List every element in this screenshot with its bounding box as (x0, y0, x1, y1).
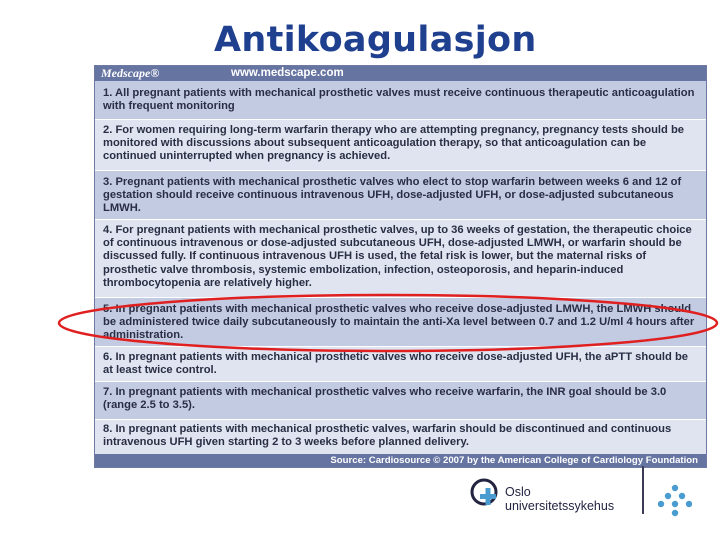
recommendation-text: For women requiring long-term warfarin therapy who are attempting pregnancy, pregnancy tests should be monitored with discussions about subsequent anticoagulation therapy, so that anticoagulation can be continued uninterrupted when pregnancy is achieved. (103, 124, 685, 163)
recommendation-item (95, 171, 706, 219)
recommendation-text: All pregnant patients with mechanical prosthetic valves must receive continuous therapeutic anticoagulation with frequent monitoring (103, 87, 695, 113)
recommendation-item (95, 347, 706, 381)
recommendation-number: 2. (103, 124, 116, 136)
dot-grid-icon (658, 484, 692, 520)
recommendation-text: In pregnant patients with mechanical prosthetic valves who receive dose-adjusted LMWH, the LMWH should be administered twice daily subcutaneously to maintain the anti-Xa level between 0.7 and 1.2 U/ml 4 hours after administration. (103, 303, 695, 342)
medscape-brand: Medscape® (101, 66, 160, 80)
recommendation-number: 8. (103, 423, 116, 435)
recommendation-number: 3. (103, 176, 116, 188)
recommendation-text: In pregnant patients with mechanical prosthetic valves who receive warfarin, the INR goal should be 3.0 (range 2.5 to 3.5). (103, 386, 667, 412)
recommendation-text: In pregnant patients with mechanical prosthetic valves who receive dose-adjusted UFH, the aPTT should be at least twice control. (103, 351, 689, 377)
hospital-logo-text (505, 485, 614, 513)
recommendation-item (95, 120, 706, 170)
slide-title: Antikoagulasjon (214, 20, 537, 60)
recommendation-number: 7. (103, 386, 116, 398)
oslo-uh-cross-logo-icon (470, 478, 500, 510)
recommendation-text: For pregnant patients with mechanical prosthetic valves, up to 36 weeks of gestation, the therapeutic choice of continuous intravenous or dose-adjusted subcutaneous UFH, dose-adjusted LMWH, or warfarin should be discussed fully. If continuous intravenous UFH is used, the fetal risk is lower, but the maternal risks of prosthetic valve thrombosis, systemic embolization, infection, osteoporosis, and heparin-induced thrombocytopenia are relatively higher. (103, 224, 692, 289)
medscape-url: www.medscape.com (231, 67, 344, 79)
logo-divider (642, 466, 644, 514)
recommendation-text: Pregnant patients with mechanical prosthetic valves who elect to stop warfarin between weeks 6 and 12 of gestation should receive continuous intravenous UFH, dose-adjusted UFH, or dose-adjusted subcutaneous LMWH. (103, 176, 682, 215)
recommendation-text: In pregnant patients with mechanical prosthetic valves, warfarin should be discontinued and continuous intravenous UFH given starting 2 to 3 weeks before planned delivery. (103, 423, 672, 449)
recommendation-number: 6. (103, 351, 116, 363)
logo-line-universitetssykehus: universitetssykehus (505, 499, 615, 513)
recommendation-number: 1. (103, 87, 116, 99)
recommendation-item (95, 298, 706, 346)
recommendation-number: 5. (103, 303, 116, 315)
recommendation-number: 4. (103, 224, 116, 236)
table-source-footer: Source: Cardiosource © 2007 by the American College of Cardiology Foundation (95, 454, 706, 467)
logo-line-oslo: Oslo (505, 485, 531, 499)
recommendation-item (95, 382, 706, 419)
recommendation-item (95, 420, 706, 455)
recommendation-item (95, 220, 706, 297)
recommendation-item (95, 83, 706, 119)
table-header (95, 66, 706, 81)
recommendations-table (94, 65, 707, 468)
